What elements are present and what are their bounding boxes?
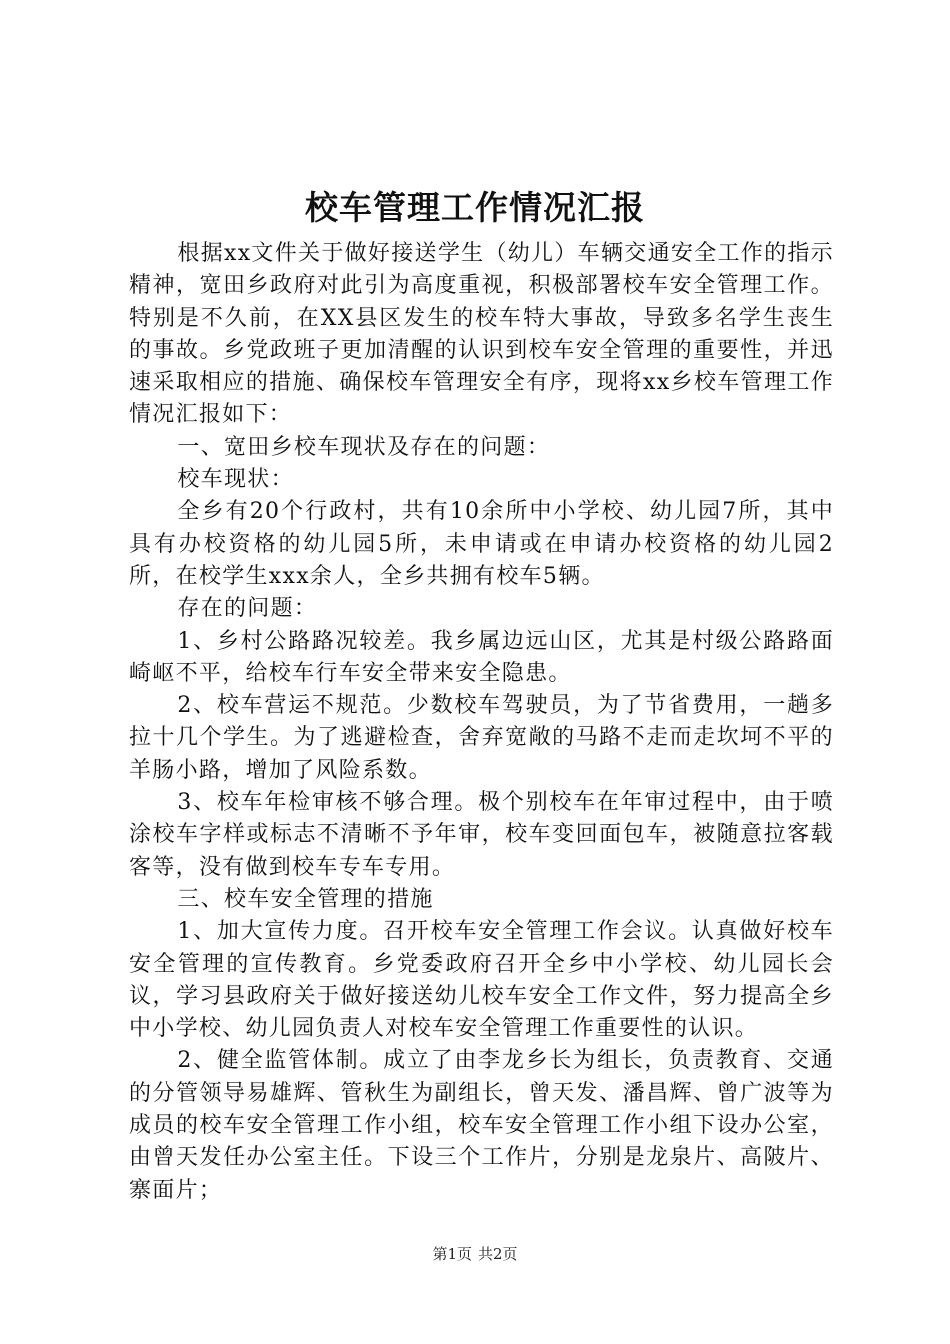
section-heading-status: 一、宽田乡校车现状及存在的问题： — [177, 434, 551, 460]
problem-item-2: 2、校车营运不规范。少数校车驾驶员，为了节省费用，一趟多拉十几个学生。为了逃避检查，舍弃宽敞的马路不走而走坎坷不平的羊肠小路，增加了风险系数。 — [129, 693, 834, 783]
document-body — [129, 238, 834, 1207]
subheading-problems: 存在的问题： — [177, 596, 318, 622]
document-title: 校车管理工作情况汇报 — [305, 188, 645, 227]
measure-item-2: 2、健全监管体制。成立了由李龙乡长为组长，负责教育、交通的分管领导易雄辉、管秋生为副组长，曾天发、潘昌辉、曾广波等为成员的校车安全管理工作小组，校车安全管理工作小组下设办公室，由曾天发任办公室主任。下设三个工作片，分别是龙泉片、高陂片、寨面片； — [129, 1048, 834, 1203]
page-total: 共2页 — [478, 1245, 518, 1263]
page-footer — [0, 1243, 950, 1265]
problem-item-3: 3、校车年检审核不够合理。极个别校车在年审过程中，由于喷涂校车字样或标志不清晰不予年审，校车变回面包车，被随意拉客载客等，没有做到校车专车专用。 — [129, 790, 834, 880]
problem-item-1: 1、乡村公路路况较差。我乡属边远山区，尤其是村级公路路面崎岖不平，给校车行车安全带来安全隐患。 — [129, 628, 834, 686]
measure-item-1: 1、加大宣传力度。召开校车安全管理工作会议。认真做好校车安全管理的宣传教育。乡党委政府召开全乡中小学校、幼儿园长会议，学习县政府关于做好接送幼儿校车安全工作文件，努力提高全乡中小学校、幼儿园负责人对校车安全管理工作重要性的认识。 — [129, 919, 834, 1042]
status-paragraph: 全乡有20个行政村，共有10余所中小学校、幼儿园7所，其中具有办校资格的幼儿园5所，未申请或在申请办校资格的幼儿园2所，在校学生xxx余人，全乡共拥有校车5辆。 — [129, 499, 834, 589]
subheading-current-status: 校车现状： — [177, 467, 294, 493]
intro-paragraph: 根据xx文件关于做好接送学生（幼儿）车辆交通安全工作的指示精神，宽田乡政府对此引为高度重视，积极部署校车安全管理工作。特别是不久前，在XX县区发生的校车特大事故，导致多名学生丧生的事故。乡党政班子更加清醒的认识到校车安全管理的重要性，并迅速采取相应的措施、确保校车管理安全有序，现将xx乡校车管理工作情况汇报如下： — [129, 241, 834, 428]
section-heading-measures: 三、校车安全管理的措施 — [177, 886, 434, 912]
page-number: 第1页 — [432, 1245, 472, 1263]
